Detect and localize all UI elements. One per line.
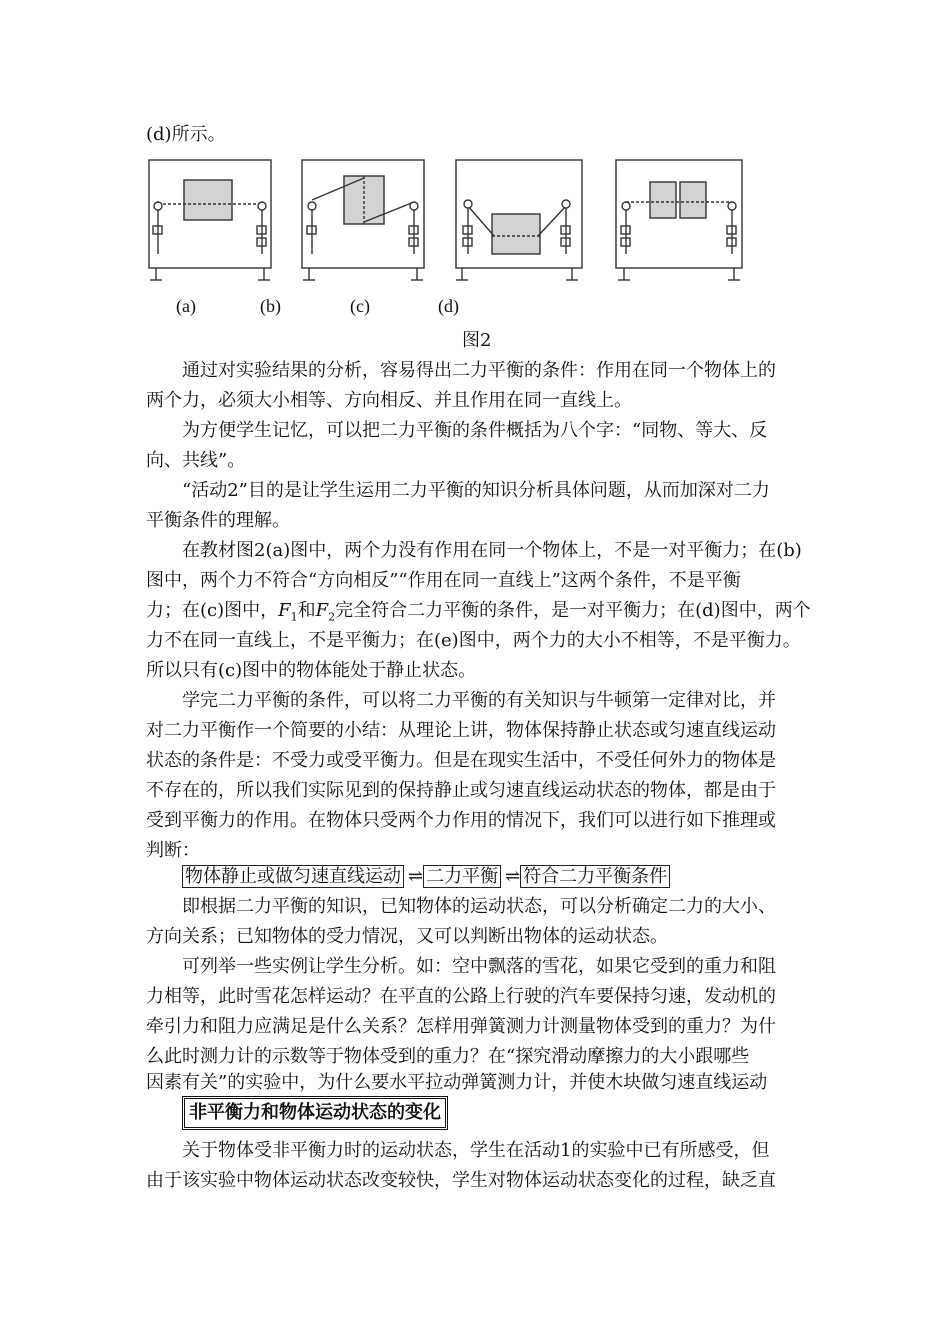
intro-line: (d)所示。 xyxy=(146,124,226,145)
paragraph-2-line-1: 为方便学生记忆，可以把二力平衡的条件概括为八个字：“同物、等大、反 xyxy=(182,420,768,441)
paragraph-7-line-2: 力相等，此时雪花怎样运动？在平直的公路上行驶的汽车要保持匀速，发动机的 xyxy=(146,986,776,1007)
figure-caption: 图2 xyxy=(462,330,492,351)
and-word: 和 xyxy=(297,600,316,621)
paragraph-8-line-1: 关于物体受非平衡力时的运动状态，学生在活动1的实验中已有所感受，但 xyxy=(182,1140,770,1161)
paragraph-7-line-4: 么此时测力计的示数等于物体受到的重力？在“探究滑动摩擦力的大小跟哪些 xyxy=(146,1046,750,1067)
paragraph-5-line-1: 学完二力平衡的条件，可以将二力平衡的有关知识与牛顿第一定律对比，并 xyxy=(182,690,776,711)
paragraph-5-line-3: 状态的条件是：不受力或受平衡力。但是在现实生活中，不受任何外力的物体是 xyxy=(146,750,776,771)
figure-label-a: (a) xyxy=(176,296,196,316)
paragraph-5-line-5: 受到平衡力的作用。在物体只受两个力作用的情况下，我们可以进行如下推理或 xyxy=(146,810,776,831)
paragraph-5-line-2: 对二力平衡作一个简要的小结：从理论上讲，物体保持静止状态或匀速直线运动 xyxy=(146,720,776,741)
reasoning-box-condition: 符合二力平衡条件 xyxy=(520,865,670,888)
reasoning-chain xyxy=(182,862,670,892)
paragraph-4-line-2: 图中，两个力不符合“方向相反”“作用在同一直线上”这两个条件，不是平衡 xyxy=(146,570,741,591)
reasoning-box-motion: 物体静止或做匀速直线运动 xyxy=(182,865,404,888)
force-f2-subscript: 2 xyxy=(328,610,336,624)
force-f1-symbol: F xyxy=(278,600,291,621)
paragraph-6-line-1: 即根据二力平衡的知识，已知物体的运动状态，可以分析确定二力的大小、 xyxy=(182,896,776,917)
force-f2-symbol: F xyxy=(315,600,329,621)
figure-label-d: (d) xyxy=(438,296,459,316)
paragraph-5-line-4: 不存在的，所以我们实际见到的保持静止或匀速直线运动状态的物体，都是由于 xyxy=(146,780,776,801)
paragraph-5-line-6: 判断： xyxy=(146,840,200,861)
paragraph-4-line-1: 在教材图2(a)图中，两个力没有作用在同一个物体上，不是一对平衡力；在(b) xyxy=(182,540,802,561)
paragraph-4-line-3-start: 力；在(c)图中， xyxy=(146,600,279,621)
paragraph-7-line-1: 可列举一些实例让学生分析。如：空中飘落的雪花，如果它受到的重力和阻 xyxy=(182,956,776,977)
section-heading: 非平衡力和物体运动状态的变化 xyxy=(182,1096,448,1130)
figure-label-b: (b) xyxy=(260,296,281,316)
equilibrium-arrows-icon: ⇌ xyxy=(408,866,420,887)
equilibrium-arrows-icon: ⇌ xyxy=(505,866,517,887)
paragraph-8-line-2: 由于该实验中物体运动状态改变较快，学生对物体运动状态变化的过程，缺乏直 xyxy=(146,1170,776,1191)
paragraph-6-line-2: 方向关系；已知物体的受力情况，又可以判断出物体的运动状态。 xyxy=(146,926,668,947)
figure-label-c: (c) xyxy=(350,296,370,316)
paragraph-4-line-3-end: 完全符合二力平衡的条件，是一对平衡力；在(d)图中，两个 xyxy=(335,600,811,621)
apparatus-a xyxy=(149,160,271,280)
reasoning-box-balance: 二力平衡 xyxy=(423,865,501,888)
apparatus-b xyxy=(302,160,424,280)
apparatus-c xyxy=(456,160,582,280)
paragraph-4-line-5: 所以只有(c)图中的物体能处于静止状态。 xyxy=(146,660,477,681)
figure-2-apparatus xyxy=(146,156,746,286)
paragraph-1-line-2: 两个力，必须大小相等、方向相反、并且作用在同一直线上。 xyxy=(146,390,632,411)
paragraph-7-line-3: 牵引力和阻力应满足是什么关系？怎样用弹簧测力计测量物体受到的重力？为什 xyxy=(146,1016,776,1037)
paragraph-2-line-2: 向、共线”。 xyxy=(146,450,246,471)
paragraph-3-line-2: 平衡条件的理解。 xyxy=(146,510,290,531)
paragraph-7-line-5: 因素有关”的实验中，为什么要水平拉动弹簧测力计，并使木块做匀速直线运动 xyxy=(146,1072,768,1093)
force-f1-subscript: 1 xyxy=(290,610,298,624)
paragraph-4-line-4: 力不在同一直线上，不是平衡力；在(e)图中，两个力的大小不相等，不是平衡力。 xyxy=(146,630,801,651)
paragraph-3-line-1: “活动2”目的是让学生运用二力平衡的知识分析具体问题，从而加深对二力 xyxy=(182,480,770,501)
paragraph-1-line-1: 通过对实验结果的分析，容易得出二力平衡的条件：作用在同一个物体上的 xyxy=(182,360,776,381)
apparatus-d xyxy=(616,160,742,280)
